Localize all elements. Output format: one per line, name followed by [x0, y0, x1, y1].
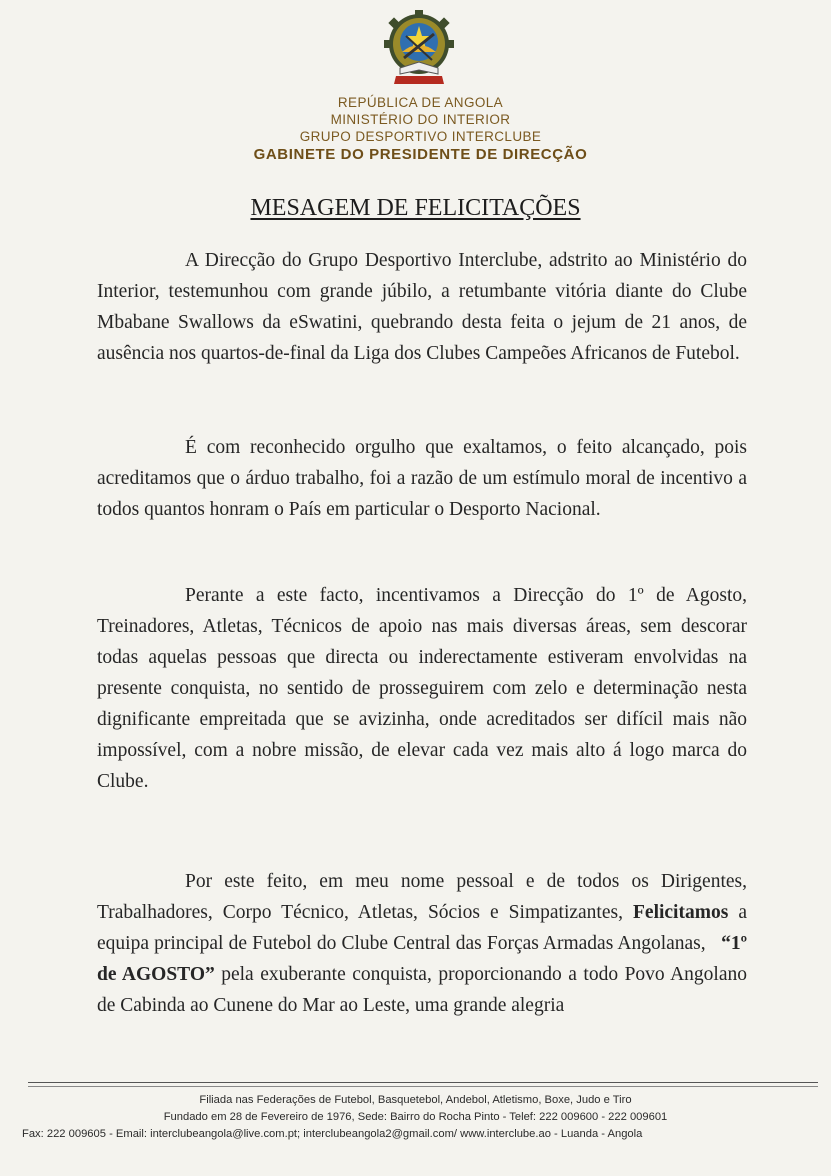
paragraph-1-text: A Direcção do Grupo Desportivo Interclube, adstrito ao Ministério do Interior, testemunhou com grande júbilo, a retumbante vitória diante do Clube Mbabane Swallows da eSwatini, quebrando desta feita o jejum de 21 anos, de ausência nos quartos-de-final da Liga dos Clubes Campeões Africanos de Futebol. — [97, 250, 747, 364]
letterhead-club: GRUPO DESPORTIVO INTERCLUBE — [299, 129, 542, 144]
footer-address-phone: Fundado em 28 de Fevereiro de 1976, Sede: Bairro do Rocha Pinto - Telef: 222 009600 - 222 009601 — [163, 1111, 668, 1123]
paragraph-4-bold-felicitamos: Felicitamos — [633, 902, 729, 923]
footer-fax-email-web: Fax: 222 009605 - Email: interclubeangola@live.com.pt; interclubeangola2@gmail.com/ www.interclube.ao - Luanda - Angola — [22, 1128, 643, 1140]
paragraph-4 — [97, 866, 752, 1021]
paragraph-3-text: Perante a este facto, incentivamos a Direcção do 1º de Agosto, Treinadores, Atletas, Técnicos de apoio nas mais diversas áreas, sem descorar todas aquelas pessoas que directa ou inderectamente estiveram envolvidas na presente conquista, no sentido de prosseguirem com zelo e determinação nesta dignificante empreitada que se avizinha, onde acreditados ser difícil mais não impossível, com a nobre missão, de elevar cada vez mais alto á logo marca do Clube. — [97, 585, 747, 792]
paragraph-4-text-start: Por este feito, em meu nome pessoal e de todos os Dirigentes, Trabalhadores, Corpo Técnico, Atletas, Sócios e Simpatizantes, — [97, 871, 747, 923]
paragraph-4-bold-club-name: “1º de AGOSTO” — [97, 933, 747, 985]
paragraph-3 — [97, 580, 747, 797]
angola-coat-of-arms-icon — [382, 10, 456, 94]
footer-federations: Filiada nas Federações de Futebol, Basquetebol, Andebol, Atletismo, Boxe, Judo e Tiro — [199, 1094, 632, 1106]
paragraph-4-text-end: pela exuberante conquista, proporcionando a todo Povo Angolano de Cabinda ao Cunene do Mar ao Leste, uma grande alegria — [97, 964, 747, 1016]
footer-divider-secondary — [28, 1086, 818, 1087]
document-title: MESAGEM DE FELICITAÇÕES — [250, 195, 581, 221]
paragraph-2-text: É com reconhecido orgulho que exaltamos, o feito alcançado, pois acreditamos que o árduo trabalho, foi a razão de um estímulo moral de incentivo a todos quantos honram o País em particular o Desporto Nacional. — [97, 437, 747, 520]
paragraph-2 — [97, 432, 747, 525]
footer-divider — [28, 1082, 818, 1083]
paragraph-4-text-middle: a equipa principal de Futebol do Clube Central das Forças Armadas Angolanas, — [97, 902, 752, 954]
paragraph-1 — [97, 245, 747, 369]
letterhead-office: GABINETE DO PRESIDENTE DE DIRECÇÃO — [253, 146, 588, 163]
letterhead-country: REPÚBLICA DE ANGOLA — [337, 95, 504, 110]
letterhead — [0, 94, 831, 163]
letterhead-ministry: MINISTÉRIO DO INTERIOR — [330, 112, 511, 127]
